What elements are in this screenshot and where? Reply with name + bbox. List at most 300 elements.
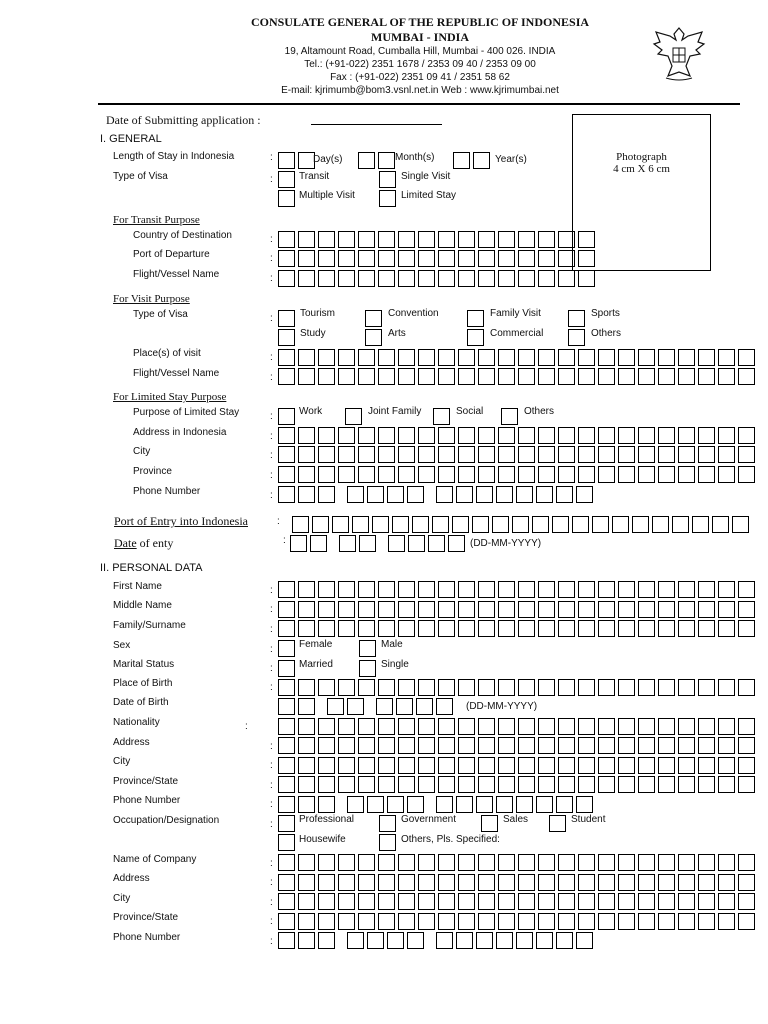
char-box[interactable] <box>618 776 635 793</box>
char-box[interactable] <box>516 932 533 949</box>
char-box[interactable] <box>538 581 555 598</box>
char-box[interactable] <box>318 486 335 503</box>
char-box[interactable] <box>632 516 649 533</box>
char-box[interactable] <box>398 231 415 248</box>
char-box[interactable] <box>387 932 404 949</box>
char-box[interactable] <box>458 718 475 735</box>
char-box[interactable] <box>498 349 515 366</box>
char-box[interactable] <box>338 620 355 637</box>
char-box[interactable] <box>478 913 495 930</box>
student-checkbox[interactable] <box>549 815 566 832</box>
char-box[interactable] <box>278 698 295 715</box>
char-box[interactable] <box>538 679 555 696</box>
char-box[interactable] <box>518 874 535 891</box>
char-box[interactable] <box>638 737 655 754</box>
char-box[interactable] <box>558 466 575 483</box>
char-box[interactable] <box>318 601 335 618</box>
char-box[interactable] <box>458 250 475 267</box>
char-box[interactable] <box>378 737 395 754</box>
char-box[interactable] <box>387 796 404 813</box>
char-box[interactable] <box>387 486 404 503</box>
char-box[interactable] <box>398 757 415 774</box>
char-box[interactable] <box>638 368 655 385</box>
char-box[interactable] <box>278 932 295 949</box>
char-box[interactable] <box>498 581 515 598</box>
char-box[interactable] <box>718 776 735 793</box>
char-box[interactable] <box>318 913 335 930</box>
housewife-checkbox[interactable] <box>278 834 295 851</box>
char-box[interactable] <box>658 466 675 483</box>
char-box[interactable] <box>436 932 453 949</box>
char-box[interactable] <box>418 270 435 287</box>
char-box[interactable] <box>278 737 295 754</box>
visit-flight-boxes[interactable] <box>278 368 758 385</box>
commercial-checkbox[interactable] <box>467 329 484 346</box>
char-box[interactable] <box>598 757 615 774</box>
male-checkbox[interactable] <box>359 640 376 657</box>
char-box[interactable] <box>718 446 735 463</box>
char-box[interactable] <box>738 466 755 483</box>
char-box[interactable] <box>438 776 455 793</box>
char-box[interactable] <box>718 601 735 618</box>
char-box[interactable] <box>578 581 595 598</box>
char-box[interactable] <box>438 620 455 637</box>
char-box[interactable] <box>278 601 295 618</box>
char-box[interactable] <box>378 620 395 637</box>
char-box[interactable] <box>698 776 715 793</box>
char-box[interactable] <box>452 516 469 533</box>
char-box[interactable] <box>658 427 675 444</box>
char-box[interactable] <box>718 368 735 385</box>
char-box[interactable] <box>492 516 509 533</box>
char-box[interactable] <box>458 776 475 793</box>
char-box[interactable] <box>378 679 395 696</box>
char-box[interactable] <box>358 874 375 891</box>
company-city-boxes[interactable] <box>278 893 758 910</box>
char-box[interactable] <box>698 854 715 871</box>
char-box[interactable] <box>278 427 295 444</box>
char-box[interactable] <box>518 466 535 483</box>
char-box[interactable] <box>318 893 335 910</box>
female-checkbox[interactable] <box>278 640 295 657</box>
char-box[interactable] <box>378 854 395 871</box>
char-box[interactable] <box>378 601 395 618</box>
char-box[interactable] <box>638 466 655 483</box>
char-box[interactable] <box>638 854 655 871</box>
char-box[interactable] <box>658 601 675 618</box>
char-box[interactable] <box>598 679 615 696</box>
char-box[interactable] <box>576 932 593 949</box>
place-of-birth-boxes[interactable] <box>278 679 758 696</box>
char-box[interactable] <box>718 737 735 754</box>
transit-flight-boxes[interactable] <box>278 270 598 287</box>
char-box[interactable] <box>378 718 395 735</box>
char-box[interactable] <box>458 446 475 463</box>
char-box[interactable] <box>498 466 515 483</box>
city-boxes[interactable] <box>278 757 758 774</box>
char-box[interactable] <box>298 893 315 910</box>
char-box[interactable] <box>718 913 735 930</box>
char-box[interactable] <box>398 368 415 385</box>
char-box[interactable] <box>378 427 395 444</box>
char-box[interactable] <box>398 446 415 463</box>
char-box[interactable] <box>618 349 635 366</box>
work-checkbox[interactable] <box>278 408 295 425</box>
char-box[interactable] <box>738 893 755 910</box>
first-name-boxes[interactable] <box>278 581 758 598</box>
char-box[interactable] <box>438 231 455 248</box>
char-box[interactable] <box>618 737 635 754</box>
char-box[interactable] <box>338 737 355 754</box>
char-box[interactable] <box>458 231 475 248</box>
char-box[interactable] <box>738 913 755 930</box>
char-box[interactable] <box>347 486 364 503</box>
char-box[interactable] <box>718 466 735 483</box>
char-box[interactable] <box>598 913 615 930</box>
char-box[interactable] <box>438 250 455 267</box>
char-box[interactable] <box>327 698 344 715</box>
submit-date-field[interactable] <box>311 124 442 125</box>
char-box[interactable] <box>338 427 355 444</box>
char-box[interactable] <box>738 679 755 696</box>
char-box[interactable] <box>338 368 355 385</box>
char-box[interactable] <box>418 913 435 930</box>
char-box[interactable] <box>678 679 695 696</box>
char-box[interactable] <box>558 679 575 696</box>
char-box[interactable] <box>496 486 513 503</box>
country-destination-boxes[interactable] <box>278 231 598 248</box>
convention-checkbox[interactable] <box>365 310 382 327</box>
char-box[interactable] <box>278 581 295 598</box>
char-box[interactable] <box>556 486 573 503</box>
char-box[interactable] <box>438 718 455 735</box>
char-box[interactable] <box>418 854 435 871</box>
char-box[interactable] <box>578 737 595 754</box>
char-box[interactable] <box>418 349 435 366</box>
char-box[interactable] <box>678 854 695 871</box>
char-box[interactable] <box>298 601 315 618</box>
char-box[interactable] <box>298 466 315 483</box>
char-box[interactable] <box>378 231 395 248</box>
nationality-boxes[interactable] <box>278 718 758 735</box>
char-box[interactable] <box>407 932 424 949</box>
char-box[interactable] <box>718 427 735 444</box>
char-box[interactable] <box>558 913 575 930</box>
char-box[interactable] <box>456 796 473 813</box>
char-box[interactable] <box>278 231 295 248</box>
char-box[interactable] <box>478 718 495 735</box>
char-box[interactable] <box>398 874 415 891</box>
char-box[interactable] <box>598 446 615 463</box>
char-box[interactable] <box>698 349 715 366</box>
char-box[interactable] <box>578 466 595 483</box>
char-box[interactable] <box>358 427 375 444</box>
char-box[interactable] <box>538 250 555 267</box>
char-box[interactable] <box>418 427 435 444</box>
char-box[interactable] <box>518 737 535 754</box>
char-box[interactable] <box>518 250 535 267</box>
char-box[interactable] <box>538 231 555 248</box>
char-box[interactable] <box>558 620 575 637</box>
char-box[interactable] <box>358 737 375 754</box>
address-boxes[interactable] <box>278 737 758 754</box>
char-box[interactable] <box>298 698 315 715</box>
char-box[interactable] <box>618 893 635 910</box>
char-box[interactable] <box>712 516 729 533</box>
char-box[interactable] <box>338 913 355 930</box>
char-box[interactable] <box>318 466 335 483</box>
char-box[interactable] <box>418 718 435 735</box>
char-box[interactable] <box>338 718 355 735</box>
char-box[interactable] <box>398 854 415 871</box>
char-box[interactable] <box>556 932 573 949</box>
length-months-boxes[interactable] <box>358 152 398 169</box>
char-box[interactable] <box>698 446 715 463</box>
char-box[interactable] <box>436 796 453 813</box>
char-box[interactable] <box>278 874 295 891</box>
char-box[interactable] <box>290 535 307 552</box>
char-box[interactable] <box>558 446 575 463</box>
char-box[interactable] <box>618 679 635 696</box>
char-box[interactable] <box>298 368 315 385</box>
char-box[interactable] <box>278 796 295 813</box>
port-departure-boxes[interactable] <box>278 250 598 267</box>
char-box[interactable] <box>578 601 595 618</box>
char-box[interactable] <box>438 446 455 463</box>
char-box[interactable] <box>458 620 475 637</box>
char-box[interactable] <box>558 231 575 248</box>
char-box[interactable] <box>652 516 669 533</box>
char-box[interactable] <box>338 270 355 287</box>
char-box[interactable] <box>398 581 415 598</box>
char-box[interactable] <box>598 776 615 793</box>
limited-phone-boxes[interactable] <box>278 486 596 503</box>
char-box[interactable] <box>338 874 355 891</box>
char-box[interactable] <box>698 368 715 385</box>
char-box[interactable] <box>598 620 615 637</box>
char-box[interactable] <box>432 516 449 533</box>
char-box[interactable] <box>718 874 735 891</box>
limited-city-boxes[interactable] <box>278 446 758 463</box>
char-box[interactable] <box>718 581 735 598</box>
char-box[interactable] <box>338 601 355 618</box>
char-box[interactable] <box>438 893 455 910</box>
char-box[interactable] <box>478 757 495 774</box>
char-box[interactable] <box>358 854 375 871</box>
char-box[interactable] <box>498 427 515 444</box>
char-box[interactable] <box>638 349 655 366</box>
char-box[interactable] <box>318 368 335 385</box>
char-box[interactable] <box>552 516 569 533</box>
char-box[interactable] <box>396 698 413 715</box>
char-box[interactable] <box>638 581 655 598</box>
char-box[interactable] <box>678 874 695 891</box>
char-box[interactable] <box>478 446 495 463</box>
char-box[interactable] <box>558 601 575 618</box>
char-box[interactable] <box>638 446 655 463</box>
char-box[interactable] <box>298 270 315 287</box>
char-box[interactable] <box>407 486 424 503</box>
char-box[interactable] <box>638 620 655 637</box>
char-box[interactable] <box>738 581 755 598</box>
char-box[interactable] <box>518 368 535 385</box>
char-box[interactable] <box>367 486 384 503</box>
char-box[interactable] <box>658 874 675 891</box>
char-box[interactable] <box>558 854 575 871</box>
char-box[interactable] <box>298 776 315 793</box>
char-box[interactable] <box>692 516 709 533</box>
char-box[interactable] <box>438 349 455 366</box>
char-box[interactable] <box>458 601 475 618</box>
char-box[interactable] <box>558 368 575 385</box>
char-box[interactable] <box>358 757 375 774</box>
char-box[interactable] <box>438 737 455 754</box>
char-box[interactable] <box>498 620 515 637</box>
char-box[interactable] <box>418 368 435 385</box>
char-box[interactable] <box>678 427 695 444</box>
char-box[interactable] <box>418 620 435 637</box>
char-box[interactable] <box>658 913 675 930</box>
char-box[interactable] <box>278 466 295 483</box>
char-box[interactable] <box>638 913 655 930</box>
char-box[interactable] <box>298 757 315 774</box>
char-box[interactable] <box>678 601 695 618</box>
char-box[interactable] <box>398 737 415 754</box>
char-box[interactable] <box>476 486 493 503</box>
char-box[interactable] <box>318 796 335 813</box>
char-box[interactable] <box>378 368 395 385</box>
char-box[interactable] <box>518 679 535 696</box>
char-box[interactable] <box>298 231 315 248</box>
char-box[interactable] <box>456 486 473 503</box>
char-box[interactable] <box>358 270 375 287</box>
char-box[interactable] <box>438 854 455 871</box>
char-box[interactable] <box>478 250 495 267</box>
char-box[interactable] <box>298 581 315 598</box>
char-box[interactable] <box>658 368 675 385</box>
char-box[interactable] <box>698 874 715 891</box>
char-box[interactable] <box>698 601 715 618</box>
char-box[interactable] <box>278 368 295 385</box>
char-box[interactable] <box>738 737 755 754</box>
multiple-visit-checkbox[interactable] <box>278 190 295 207</box>
char-box[interactable] <box>358 250 375 267</box>
char-box[interactable] <box>278 620 295 637</box>
char-box[interactable] <box>438 601 455 618</box>
length-years-boxes[interactable] <box>453 152 493 169</box>
char-box[interactable] <box>578 893 595 910</box>
char-box[interactable] <box>478 776 495 793</box>
province-state-boxes[interactable] <box>278 776 758 793</box>
char-box[interactable] <box>698 581 715 598</box>
char-box[interactable] <box>538 601 555 618</box>
char-box[interactable] <box>278 250 295 267</box>
char-box[interactable] <box>458 874 475 891</box>
char-box[interactable] <box>612 516 629 533</box>
char-box[interactable] <box>378 466 395 483</box>
char-box[interactable] <box>358 231 375 248</box>
char-box[interactable] <box>458 913 475 930</box>
char-box[interactable] <box>618 466 635 483</box>
char-box[interactable] <box>598 466 615 483</box>
char-box[interactable] <box>698 737 715 754</box>
char-box[interactable] <box>518 893 535 910</box>
char-box[interactable] <box>478 854 495 871</box>
char-box[interactable] <box>458 679 475 696</box>
char-box[interactable] <box>518 601 535 618</box>
char-box[interactable] <box>518 757 535 774</box>
char-box[interactable] <box>418 581 435 598</box>
char-box[interactable] <box>398 913 415 930</box>
sales-checkbox[interactable] <box>481 815 498 832</box>
char-box[interactable] <box>498 874 515 891</box>
char-box[interactable] <box>398 250 415 267</box>
char-box[interactable] <box>298 446 315 463</box>
char-box[interactable] <box>678 620 695 637</box>
char-box[interactable] <box>638 427 655 444</box>
char-box[interactable] <box>398 679 415 696</box>
char-box[interactable] <box>598 368 615 385</box>
char-box[interactable] <box>678 893 695 910</box>
char-box[interactable] <box>576 796 593 813</box>
char-box[interactable] <box>298 854 315 871</box>
char-box[interactable] <box>412 516 429 533</box>
char-box[interactable] <box>578 349 595 366</box>
char-box[interactable] <box>698 427 715 444</box>
char-box[interactable] <box>738 601 755 618</box>
char-box[interactable] <box>578 718 595 735</box>
char-box[interactable] <box>408 535 425 552</box>
char-box[interactable] <box>478 231 495 248</box>
char-box[interactable] <box>318 620 335 637</box>
char-box[interactable] <box>576 486 593 503</box>
char-box[interactable] <box>618 368 635 385</box>
char-box[interactable] <box>618 874 635 891</box>
char-box[interactable] <box>478 620 495 637</box>
char-box[interactable] <box>732 516 749 533</box>
char-box[interactable] <box>318 854 335 871</box>
char-box[interactable] <box>478 737 495 754</box>
char-box[interactable] <box>678 446 695 463</box>
char-box[interactable] <box>498 250 515 267</box>
char-box[interactable] <box>538 913 555 930</box>
char-box[interactable] <box>338 349 355 366</box>
char-box[interactable] <box>278 446 295 463</box>
char-box[interactable] <box>338 757 355 774</box>
char-box[interactable] <box>378 874 395 891</box>
char-box[interactable] <box>598 601 615 618</box>
char-box[interactable] <box>518 913 535 930</box>
char-box[interactable] <box>398 349 415 366</box>
char-box[interactable] <box>438 874 455 891</box>
char-box[interactable] <box>638 893 655 910</box>
char-box[interactable] <box>538 427 555 444</box>
char-box[interactable] <box>398 893 415 910</box>
char-box[interactable] <box>718 620 735 637</box>
char-box[interactable] <box>598 349 615 366</box>
char-box[interactable] <box>398 427 415 444</box>
char-box[interactable] <box>496 932 513 949</box>
char-box[interactable] <box>352 516 369 533</box>
char-box[interactable] <box>338 250 355 267</box>
char-box[interactable] <box>298 679 315 696</box>
char-box[interactable] <box>698 913 715 930</box>
char-box[interactable] <box>278 718 295 735</box>
char-box[interactable] <box>678 776 695 793</box>
char-box[interactable] <box>618 427 635 444</box>
char-box[interactable] <box>538 349 555 366</box>
char-box[interactable] <box>498 231 515 248</box>
